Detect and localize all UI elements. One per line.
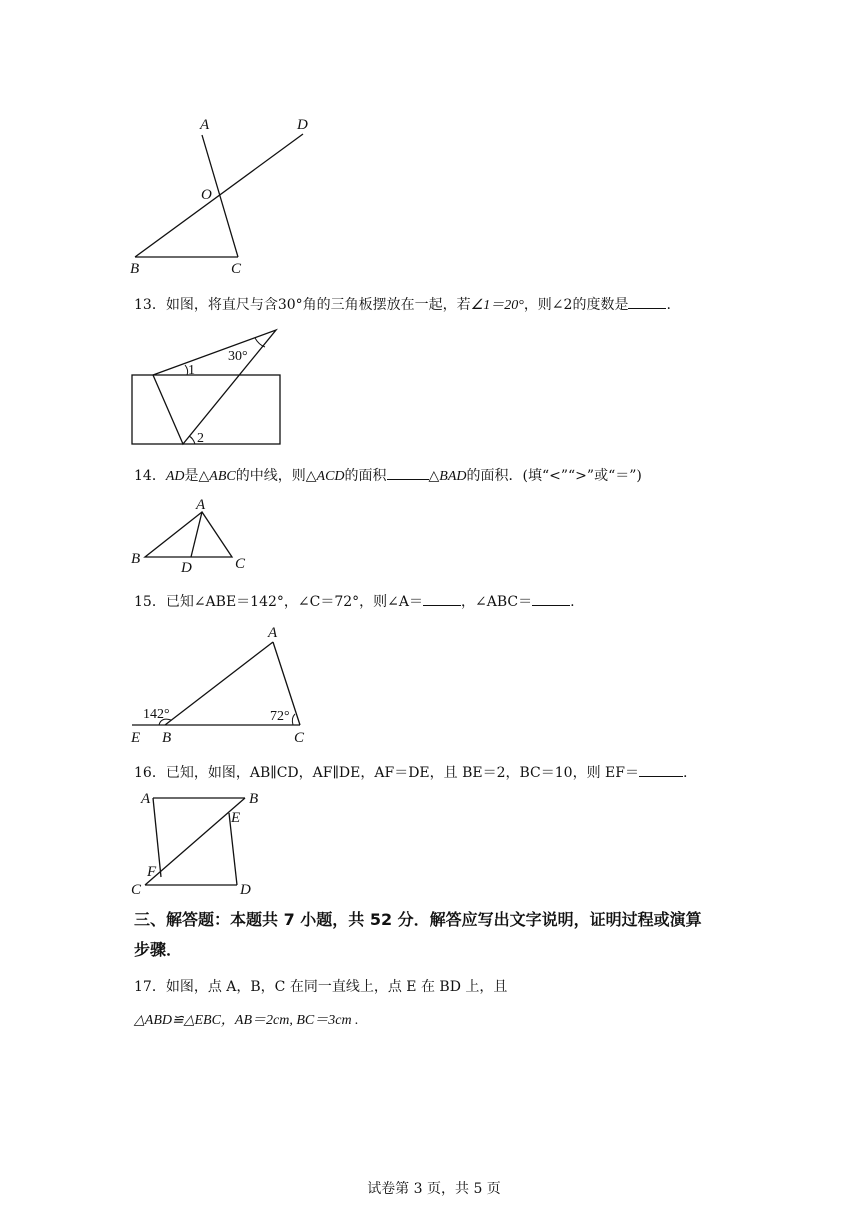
label-c: C bbox=[235, 556, 246, 572]
label-b: B bbox=[130, 261, 140, 277]
q13-text-c: . bbox=[666, 297, 671, 313]
q15-text-a: 已知∠ABE＝142°，∠C＝72°，则∠A＝ bbox=[165, 594, 423, 610]
q14-tri-bad: BAD bbox=[439, 469, 467, 484]
label-2: 2 bbox=[197, 431, 204, 446]
question-16 bbox=[134, 764, 687, 782]
q13-answer-blank[interactable] bbox=[628, 296, 666, 309]
segment-db bbox=[135, 134, 303, 257]
figure-q16 bbox=[125, 785, 270, 900]
q16-end: . bbox=[682, 765, 688, 781]
q15-text-c: . bbox=[570, 594, 575, 610]
q17-line2: △ABD≌△EBC，AB＝2cm, BC＝3cm . bbox=[134, 1013, 359, 1028]
q15-number: 15． bbox=[134, 594, 166, 610]
label-o: O bbox=[201, 187, 212, 203]
triangle-abc bbox=[145, 512, 232, 557]
figure-q12 bbox=[120, 110, 330, 285]
q14-text-i: 的面积．(填“<”“>”或“＝”) bbox=[466, 468, 642, 484]
q15-text-b: ，∠ABC＝ bbox=[461, 594, 533, 610]
q14-tri-acd: ACD bbox=[316, 469, 345, 484]
q13-number: 13． bbox=[134, 297, 166, 313]
q15-answer-blank-a[interactable] bbox=[423, 593, 461, 606]
q14-text-g: △ bbox=[428, 468, 440, 484]
question-14 bbox=[134, 467, 642, 486]
q13-text-a: 如图，将直尺与含30°角的三角板摆放在一起，若 bbox=[165, 297, 471, 313]
label-a: A bbox=[141, 791, 151, 807]
label-b: B bbox=[249, 791, 259, 807]
q13-text-b: ，则∠2的度数是 bbox=[523, 297, 629, 313]
section-3-line2: 步骤． bbox=[134, 940, 183, 959]
q14-text-d: 的中线，则△ bbox=[235, 468, 317, 484]
question-13 bbox=[134, 296, 671, 315]
label-e: E bbox=[231, 810, 241, 826]
label-c: C bbox=[231, 261, 242, 277]
label-d: D bbox=[297, 117, 308, 133]
question-17 bbox=[134, 978, 507, 996]
segment-bc bbox=[145, 798, 245, 885]
label-142: 142° bbox=[143, 707, 170, 722]
label-c: C bbox=[131, 882, 142, 898]
question-15 bbox=[134, 593, 575, 611]
q14-text-f: 的面积 bbox=[344, 468, 387, 484]
ruler bbox=[132, 375, 280, 444]
label-d: D bbox=[181, 560, 192, 576]
q14-tri-abc: ABC bbox=[209, 469, 236, 484]
q16-number: 16． bbox=[134, 765, 166, 781]
triangle-30 bbox=[153, 330, 276, 444]
label-a: A bbox=[200, 117, 210, 133]
q14-text-b: 是△ bbox=[184, 468, 210, 484]
figure-q14 bbox=[125, 495, 255, 575]
label-72: 72° bbox=[270, 709, 290, 724]
q13-angle1: ∠1＝20° bbox=[470, 298, 524, 313]
q16-answer-blank[interactable] bbox=[639, 764, 683, 777]
label-a: A bbox=[268, 625, 278, 641]
label-a: A bbox=[196, 497, 206, 513]
q14-number: 14． bbox=[134, 468, 166, 484]
q14-answer-blank[interactable] bbox=[387, 467, 429, 480]
section-3-line1: 三、解答题：本题共 7 小题，共 52 分．解答应写出文字说明，证明过程或演算 bbox=[134, 910, 702, 929]
label-d: D bbox=[240, 882, 251, 898]
q16-text: 已知，如图，AB∥CD，AF∥DE，AF＝DE，且 BE＝2，BC＝10，则 EF＝ bbox=[165, 765, 639, 781]
label-f: F bbox=[147, 864, 157, 880]
label-b: B bbox=[162, 730, 172, 746]
q17-number: 17． bbox=[134, 979, 166, 995]
label-c: C bbox=[294, 730, 305, 746]
label-b: B bbox=[131, 551, 141, 567]
q17-line1: 如图，点 A，B，C 在同一直线上，点 E 在 BD 上，且 bbox=[165, 979, 508, 995]
figure-q15 bbox=[125, 622, 315, 747]
arc-72 bbox=[292, 714, 295, 725]
label-e: E bbox=[131, 730, 141, 746]
segment-ba bbox=[165, 642, 273, 725]
section-3-heading bbox=[134, 905, 702, 965]
arc-2 bbox=[189, 436, 195, 444]
page-footer: 试卷第 3 页，共 5 页 bbox=[367, 1181, 501, 1197]
label-30: 30° bbox=[228, 349, 248, 364]
figure-q13 bbox=[125, 325, 290, 450]
q14-seg-ad: AD bbox=[165, 469, 185, 484]
label-1: 1 bbox=[188, 363, 195, 378]
q15-answer-blank-abc[interactable] bbox=[532, 593, 570, 606]
